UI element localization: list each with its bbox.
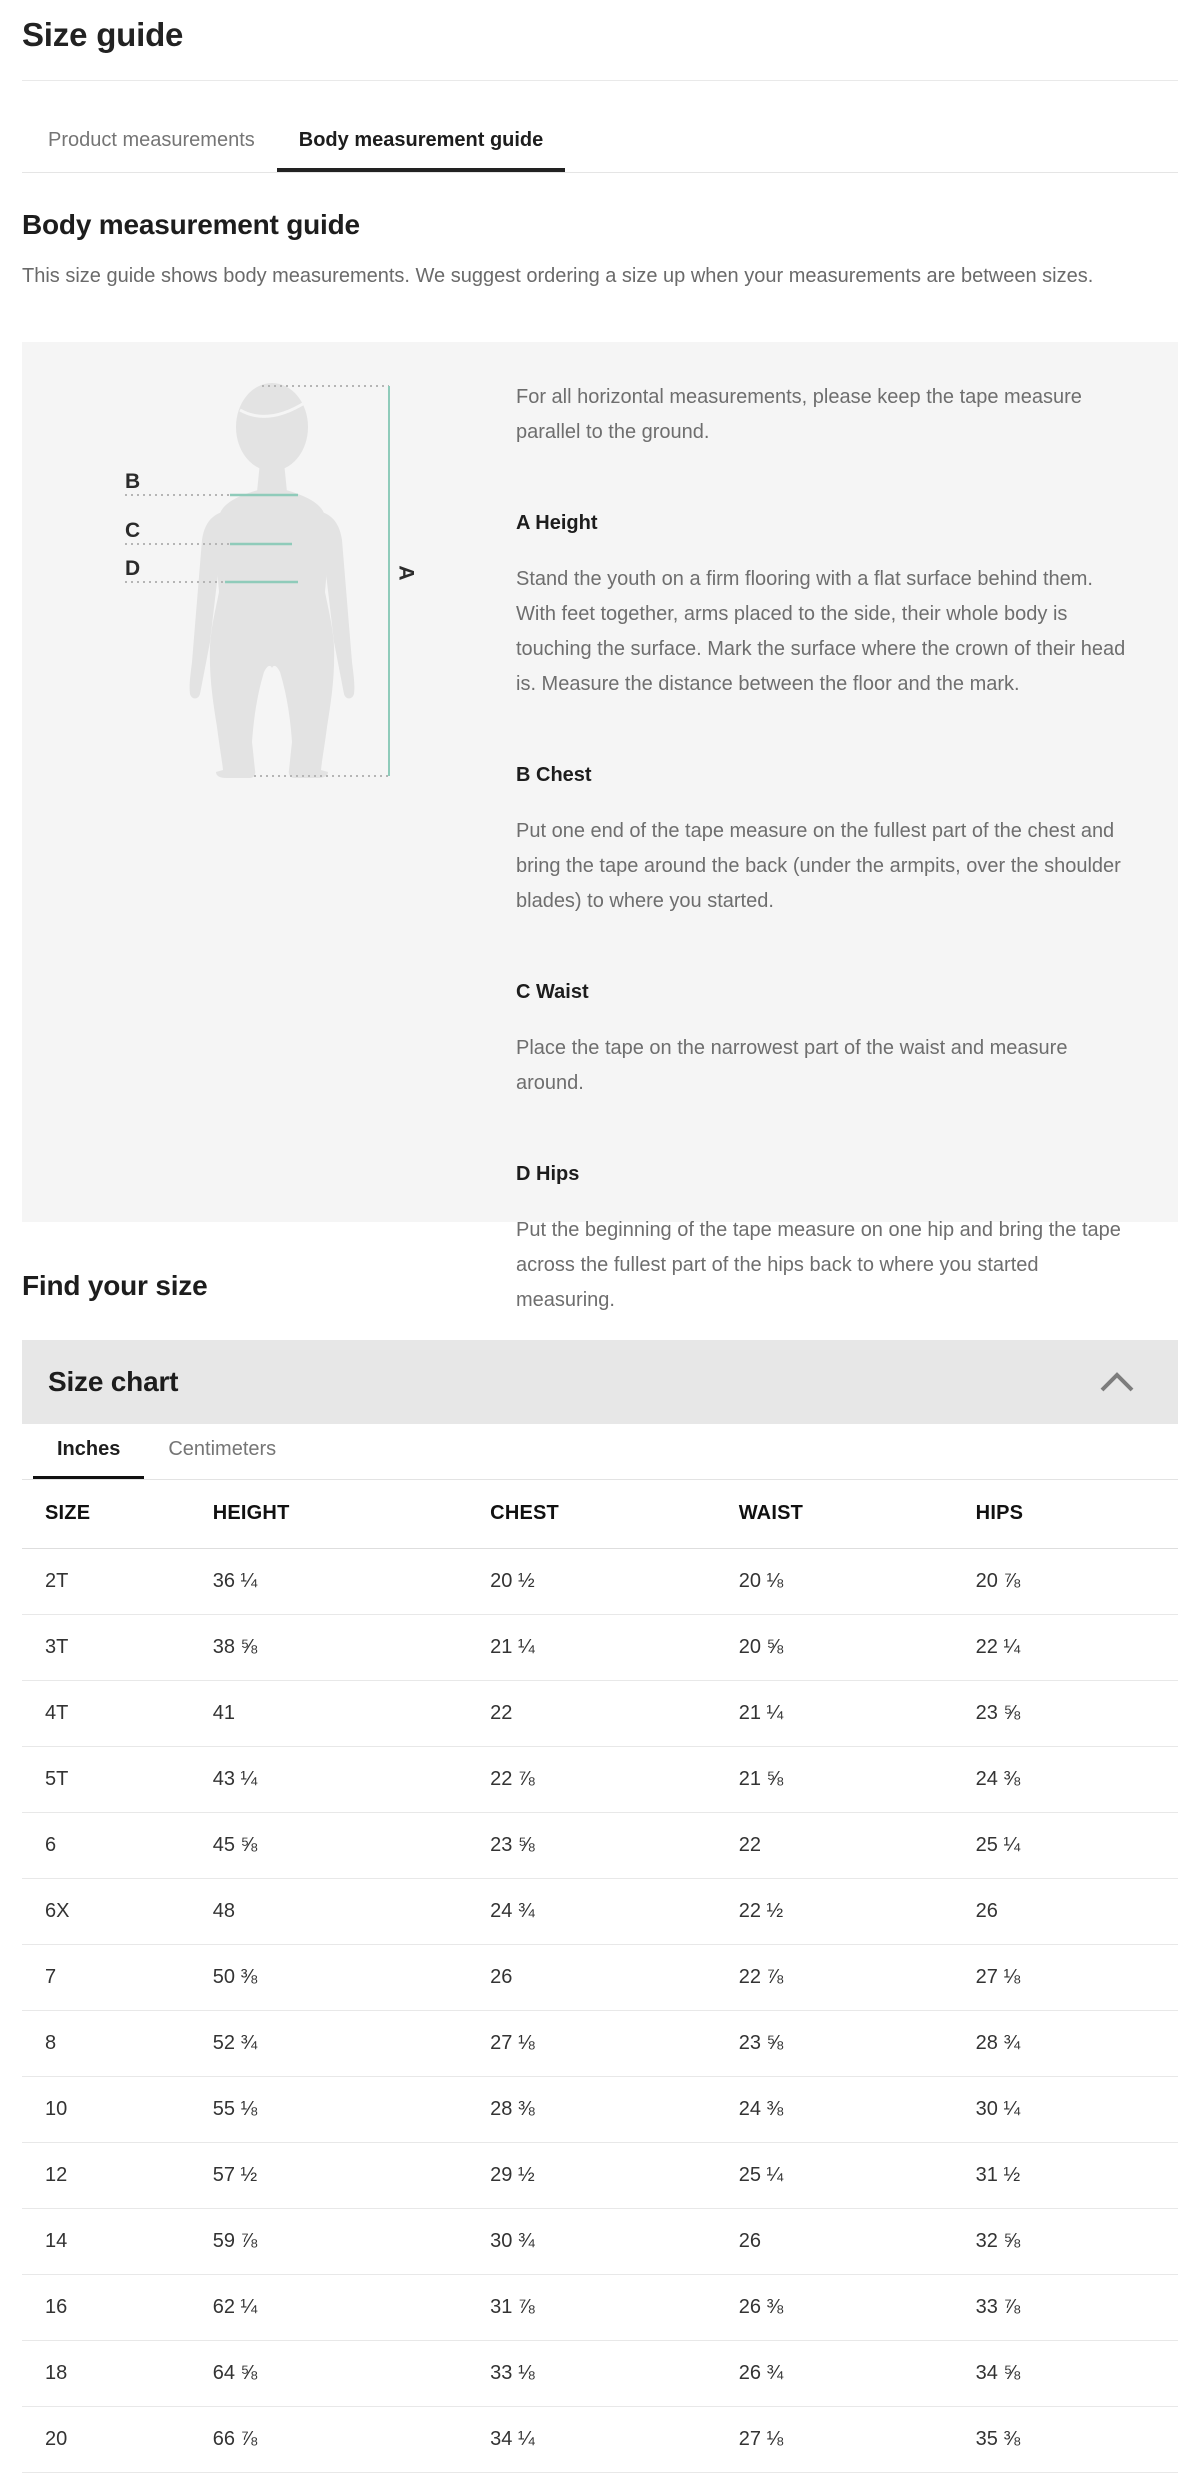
- column-header: CHEST: [490, 1480, 739, 1549]
- table-cell: 18: [22, 2341, 213, 2407]
- table-cell: 26: [739, 2209, 976, 2275]
- body-silhouette-figure: [22, 342, 510, 822]
- size-chart-title: Size chart: [48, 1366, 179, 1397]
- table-cell: 8: [22, 2011, 213, 2077]
- column-header: WAIST: [739, 1480, 976, 1549]
- table-row: [22, 2011, 1178, 2077]
- table-cell: 21 ⅝: [739, 1747, 976, 1813]
- table-cell: 22 ⅞: [739, 1945, 976, 2011]
- table-cell: 20 ⅞: [976, 1549, 1178, 1615]
- table-cell: 26: [490, 1945, 739, 2011]
- guide-heading: Body measurement guide: [22, 209, 360, 240]
- table-row: [22, 2143, 1178, 2209]
- measurement-section-title: C Waist: [516, 981, 589, 1003]
- table-cell: 25 ¼: [976, 1813, 1178, 1879]
- chevron-up-icon[interactable]: [1098, 1370, 1136, 1394]
- table-cell: 6: [22, 1813, 213, 1879]
- measurement-section: [516, 981, 1130, 1101]
- table-cell: 6X: [22, 1879, 213, 1945]
- body-diagram: [22, 342, 510, 1222]
- table-cell: 34 ¼: [490, 2407, 739, 2473]
- measurement-section-text: Place the tape on the narrowest part of the waist and measure around.: [516, 1037, 1068, 1094]
- table-cell: 21 ¼: [490, 1615, 739, 1681]
- table-cell: 26: [976, 1879, 1178, 1945]
- size-table-header-row: [22, 1480, 1178, 1549]
- table-cell: 23 ⅝: [739, 2011, 976, 2077]
- guide-description: This size guide shows body measurements. We suggest ordering a size up when your measurements are between sizes.: [22, 265, 1094, 287]
- table-row: [22, 1945, 1178, 2011]
- table-row: [22, 2077, 1178, 2143]
- table-cell: 5T: [22, 1747, 213, 1813]
- table-cell: 27 ⅛: [490, 2011, 739, 2077]
- table-cell: 20 ⅛: [739, 1549, 976, 1615]
- table-cell: 32 ⅝: [976, 2209, 1178, 2275]
- table-cell: 28 ¾: [976, 2011, 1178, 2077]
- table-cell: 22 ¼: [976, 1615, 1178, 1681]
- measurement-section: [516, 512, 1130, 702]
- size-chart-header[interactable]: [22, 1340, 1178, 1424]
- table-cell: 64 ⅝: [213, 2341, 490, 2407]
- table-cell: 14: [22, 2209, 213, 2275]
- tab-product-measurements[interactable]: Product measurements: [48, 129, 255, 151]
- measurement-section: [516, 1163, 1130, 1318]
- measurement-section-text: Stand the youth on a firm flooring with a flat surface behind them. With feet together, arms placed to the side, their whole body is touching the surface. Mark the surface where the crown of their head is. Measure the distance between the floor and the mark.: [516, 568, 1126, 695]
- table-cell: 41: [213, 1681, 490, 1747]
- table-cell: 50 ⅜: [213, 1945, 490, 2011]
- table-cell: 4T: [22, 1681, 213, 1747]
- table-cell: 33 ⅛: [490, 2341, 739, 2407]
- table-cell: 24 ¾: [490, 1879, 739, 1945]
- tab-body-measurement-guide[interactable]: Body measurement guide: [277, 111, 566, 172]
- table-cell: 36 ¼: [213, 1549, 490, 1615]
- table-cell: 20: [22, 2407, 213, 2473]
- page-title: Size guide: [22, 16, 184, 53]
- table-cell: 20 ½: [490, 1549, 739, 1615]
- column-header: HEIGHT: [213, 1480, 490, 1549]
- measurement-section-title: B Chest: [516, 764, 592, 786]
- table-cell: 12: [22, 2143, 213, 2209]
- table-cell: 66 ⅞: [213, 2407, 490, 2473]
- table-cell: 3T: [22, 1615, 213, 1681]
- table-cell: 26 ¾: [739, 2341, 976, 2407]
- table-cell: 23 ⅝: [490, 1813, 739, 1879]
- size-table-body: [22, 1549, 1178, 2473]
- table-cell: 45 ⅝: [213, 1813, 490, 1879]
- main-tabs: [22, 111, 1178, 173]
- table-cell: 52 ¾: [213, 2011, 490, 2077]
- table-cell: 10: [22, 2077, 213, 2143]
- label-b: B: [125, 470, 141, 493]
- table-cell: 24 ⅜: [739, 2077, 976, 2143]
- table-cell: 43 ¼: [213, 1747, 490, 1813]
- unit-tabs: [22, 1424, 1178, 1480]
- find-size-heading: Find your size: [22, 1270, 208, 1301]
- column-header: SIZE: [22, 1480, 213, 1549]
- label-d: D: [125, 557, 141, 580]
- table-cell: 16: [22, 2275, 213, 2341]
- measurement-section: [516, 764, 1130, 919]
- measurement-section-title: D Hips: [516, 1163, 580, 1185]
- table-row: [22, 1747, 1178, 1813]
- table-cell: 30 ¼: [976, 2077, 1178, 2143]
- measurement-section-text: Put the beginning of the tape measure on one hip and bring the tape across the fullest part of the hips back to where you started measuring.: [516, 1219, 1121, 1311]
- table-row: [22, 2275, 1178, 2341]
- table-row: [22, 2209, 1178, 2275]
- table-row: [22, 2407, 1178, 2473]
- table-cell: 25 ¼: [739, 2143, 976, 2209]
- table-row: [22, 1879, 1178, 1945]
- table-cell: 7: [22, 1945, 213, 2011]
- table-cell: 28 ⅜: [490, 2077, 739, 2143]
- table-cell: 57 ½: [213, 2143, 490, 2209]
- table-cell: 35 ⅜: [976, 2407, 1178, 2473]
- label-a: A: [394, 565, 418, 581]
- measurement-section-text: Put one end of the tape measure on the fullest part of the chest and bring the tape around the back (under the armpits, over the shoulder blades) to where you started.: [516, 820, 1121, 912]
- measurement-sections: [516, 512, 1130, 1318]
- table-cell: 2T: [22, 1549, 213, 1615]
- table-row: [22, 2341, 1178, 2407]
- table-cell: 33 ⅞: [976, 2275, 1178, 2341]
- title-divider: [22, 80, 1178, 81]
- table-cell: 62 ¼: [213, 2275, 490, 2341]
- table-row: [22, 1549, 1178, 1615]
- table-cell: 21 ¼: [739, 1681, 976, 1747]
- tab-inches[interactable]: Inches: [33, 1424, 144, 1479]
- size-table: [22, 1480, 1178, 2473]
- table-cell: 30 ¾: [490, 2209, 739, 2275]
- table-cell: 34 ⅝: [976, 2341, 1178, 2407]
- table-cell: 31 ⅞: [490, 2275, 739, 2341]
- table-cell: 22: [739, 1813, 976, 1879]
- table-cell: 22 ½: [739, 1879, 976, 1945]
- table-cell: 31 ½: [976, 2143, 1178, 2209]
- table-cell: 23 ⅝: [976, 1681, 1178, 1747]
- table-cell: 48: [213, 1879, 490, 1945]
- diagram-intro: For all horizontal measurements, please keep the tape measure parallel to the ground.: [516, 386, 1082, 443]
- table-cell: 27 ⅛: [739, 2407, 976, 2473]
- table-cell: 29 ½: [490, 2143, 739, 2209]
- table-cell: 24 ⅜: [976, 1747, 1178, 1813]
- table-row: [22, 1681, 1178, 1747]
- table-cell: 22: [490, 1681, 739, 1747]
- table-cell: 38 ⅝: [213, 1615, 490, 1681]
- table-cell: 26 ⅜: [739, 2275, 976, 2341]
- measurement-section-title: A Height: [516, 512, 598, 534]
- table-cell: 55 ⅛: [213, 2077, 490, 2143]
- table-cell: 22 ⅞: [490, 1747, 739, 1813]
- column-header: HIPS: [976, 1480, 1178, 1549]
- table-row: [22, 1615, 1178, 1681]
- table-cell: 20 ⅝: [739, 1615, 976, 1681]
- table-cell: 59 ⅞: [213, 2209, 490, 2275]
- measurement-instructions: [510, 342, 1178, 1311]
- table-cell: 27 ⅛: [976, 1945, 1178, 2011]
- table-row: [22, 1813, 1178, 1879]
- label-c: C: [125, 519, 141, 542]
- tab-centimeters[interactable]: Centimeters: [168, 1438, 277, 1460]
